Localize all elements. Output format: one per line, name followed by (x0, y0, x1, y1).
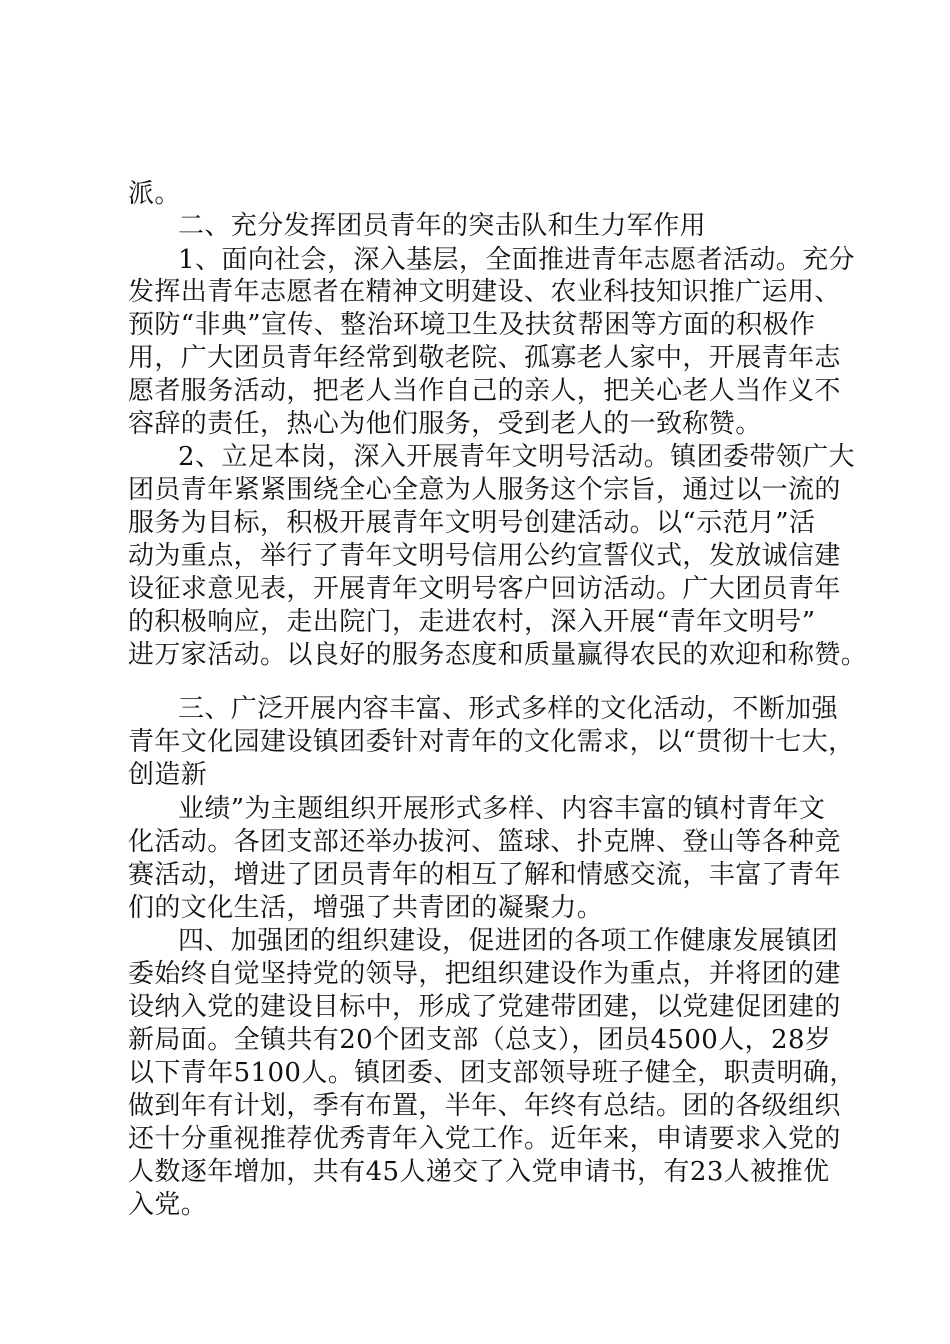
text-line: 化活动。各团支部还举办拔河、篮球、扑克牌、登山等各种竞 (128, 827, 841, 857)
text-line: 的积极响应，走出院门，走进农村，深入开展“青年文明号” (128, 607, 816, 637)
text-line: 以下青年5100人。镇团委、团支部领导班子健全，职责明确， (128, 1058, 856, 1088)
text-line: 愿者服务活动，把老人当作自己的亲人，把关心老人当作义不 (128, 376, 841, 406)
text-line: 人数逐年增加，共有45人递交了入党申请书，有23人被推优 (128, 1157, 830, 1187)
text-line: 服务为目标，积极开展青年文明号创建活动。以“示范月”活 (128, 508, 816, 538)
text-line: 青年文化园建设镇团委针对青年的文化需求，以“贯彻十七大， (128, 727, 855, 757)
section-heading-3: 三、广泛开展内容丰富、形式多样的文化活动，不断加强 (178, 694, 839, 724)
text-line: 预防“非典”宣传、整治环境卫生及扶贫帮困等方面的积极作 (128, 310, 816, 340)
text-line: 入党。 (128, 1190, 208, 1220)
text-line: 们的文化生活，增强了共青团的凝聚力。 (128, 893, 604, 923)
text-line: 赛活动，增进了团员青年的相互了解和情感交流，丰富了青年 (128, 860, 841, 890)
text-line: 还十分重视推荐优秀青年入党工作。近年来，申请要求入党的 (128, 1124, 841, 1154)
text-line: 设纳入党的建设目标中，形成了党建带团建，以党建促团建的 (128, 992, 841, 1022)
text-line: 业绩”为主题组织开展形式多样、内容丰富的镇村青年文 (178, 794, 826, 824)
section-heading-2: 二、充分发挥团员青年的突击队和生力军作用 (178, 211, 707, 241)
text-line: 1、面向社会，深入基层，全面推进青年志愿者活动。充分 (178, 245, 855, 275)
text-line: 动为重点，举行了青年文明号信用公约宣誓仪式，发放诚信建 (128, 541, 841, 571)
text-line: 容辞的责任，热心为他们服务，受到老人的一致称赞。 (128, 409, 762, 439)
text-line: 创造新 (128, 760, 208, 790)
text-line: 用，广大团员青年经常到敬老院、孤寡老人家中，开展青年志 (128, 343, 841, 373)
text-line: 设征求意见表，开展青年文明号客户回访活动。广大团员青年 (128, 574, 841, 604)
text-line: 进万家活动。以良好的服务态度和质量赢得农民的欢迎和称赞。 (128, 640, 868, 670)
text-line: 做到年有计划，季有布置，半年、年终有总结。团的各级组织 (128, 1091, 841, 1121)
text-line: 委始终自觉坚持党的领导，把组织建设作为重点，并将团的建 (128, 959, 841, 989)
text-line: 2、立足本岗，深入开展青年文明号活动。镇团委带领广大 (178, 442, 855, 472)
section-heading-4: 四、加强团的组织建设，促进团的各项工作健康发展镇团 (178, 926, 839, 956)
text-line: 发挥出青年志愿者在精神文明建设、农业科技知识推广运用、 (128, 277, 841, 307)
text-line: 团员青年紧紧围绕全心全意为人服务这个宗旨，通过以一流的 (128, 475, 841, 505)
text-line: 新局面。全镇共有20个团支部（总支），团员4500人，28岁 (128, 1025, 832, 1055)
text-line: 派。 (128, 179, 181, 209)
